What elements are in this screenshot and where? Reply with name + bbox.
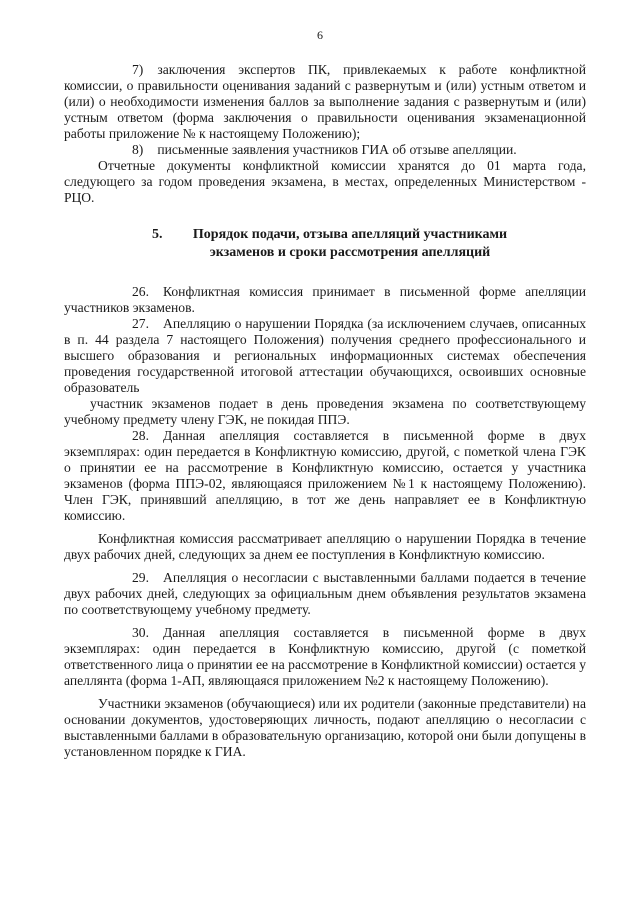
paragraph-text: Данная апелляция составляется в письменной форме в двух экземплярах: один передается в Конфликтную комиссию, другой, с пометкой члена ГЭК о принятии ее на рассмотрение в Конфликтную комиссию, остается у участника экзаменов (форма ППЭ-02, являющаяся приложением №1 к настоящему Положению). Член ГЭК, принявший апелляцию, в тот же день направляет ее в Конфликтную комиссию.	[64, 428, 586, 523]
paragraph-29	[64, 570, 586, 618]
paragraph-27-continuation: участник экзаменов подает в день проведения экзамена по соответствующему учебному предмету члену ГЭК, не покидая ППЭ.	[64, 396, 586, 427]
paragraph-number: 26.	[132, 284, 149, 299]
paragraph-30-participants: Участники экзаменов (обучающиеся) или их родители (законные представители) на основании документов, удостоверяющих личность, подают апелляцию о несогласии с выставленными баллами в образовательную организацию, которой они были допущены в установленном порядке к ГИА.	[64, 696, 586, 759]
list-item-text: письменные заявления участников ГИА об отзыве апелляции.	[157, 142, 517, 157]
list-item-number: 8)	[132, 142, 144, 157]
paragraph-number: 30.	[132, 625, 149, 640]
paragraph-28	[64, 428, 586, 524]
paragraph-text: Данная апелляция составляется в письменной форме в двух экземплярах: один передается в Конфликтную комиссию, другой (с пометкой ответственного лица о принятии ее на рассмотрение в Конфликтной комиссии) остается у апеллянта (форма 1-АП, являющаяся приложением №2 к настоящему Положению).	[64, 625, 586, 688]
paragraph-27	[64, 316, 586, 396]
document-body	[64, 62, 586, 760]
paragraph-text: Конфликтная комиссия принимает в письменной форме апелляции участников экзаменов.	[64, 284, 586, 315]
section-title	[154, 226, 586, 262]
paragraph-30	[64, 625, 586, 689]
section-title-line2: экзаменов и сроки рассмотрения апелляций	[209, 245, 491, 260]
paragraph-26	[64, 284, 586, 316]
list-item-8	[64, 142, 586, 158]
storage-note: Отчетные документы конфликтной комиссии хранятся до 01 марта года, следующего за годом проведения экзамена, в местах, определенных Министерством - РЦО.	[64, 158, 586, 205]
paragraph-number: 28.	[132, 428, 149, 443]
paragraph-number: 27.	[132, 316, 149, 331]
section-heading	[64, 226, 586, 262]
section-title-line1: Порядок подачи, отзыва апелляций участниками	[192, 227, 508, 242]
list-item-7	[64, 62, 586, 142]
paragraph-text: Апелляцию о нарушении Порядка (за исключением случаев, описанных в п. 44 раздела 7 настоящего Положения) получения среднего профессионального и высшего образования и региональных информационных системах обеспечения проведения государственной итоговой аттестации обучающихся, освоивших основные образователь	[64, 316, 586, 395]
paragraph-text: Апелляция о несогласии с выставленными баллами подается в течение двух рабочих дней, следующих за официальным днем объявления результатов экзамена по соответствующему учебному предмету.	[64, 570, 586, 617]
list-item-number: 7)	[132, 62, 144, 77]
paragraph-number: 29.	[132, 570, 149, 585]
section-number: 5.	[152, 227, 163, 242]
list-item-text: заключения экспертов ПК, привлекаемых к работе конфликтной комиссии, о правильности оценивания заданий с развернутым и (или) устным ответом и (или) о необходимости изменения баллов за выполнение задания с развернутым и (или) устным ответом (форма заключения о правильности оценивания экзаменационной работы приложение № к настоящему Положению);	[64, 62, 586, 141]
paragraph-28-review: Конфликтная комиссия рассматривает апелляцию о нарушении Порядка в течение двух рабочих дней, следующих за днем ее поступления в Конфликтную комиссию.	[64, 531, 586, 562]
page-number: 6	[317, 28, 323, 42]
